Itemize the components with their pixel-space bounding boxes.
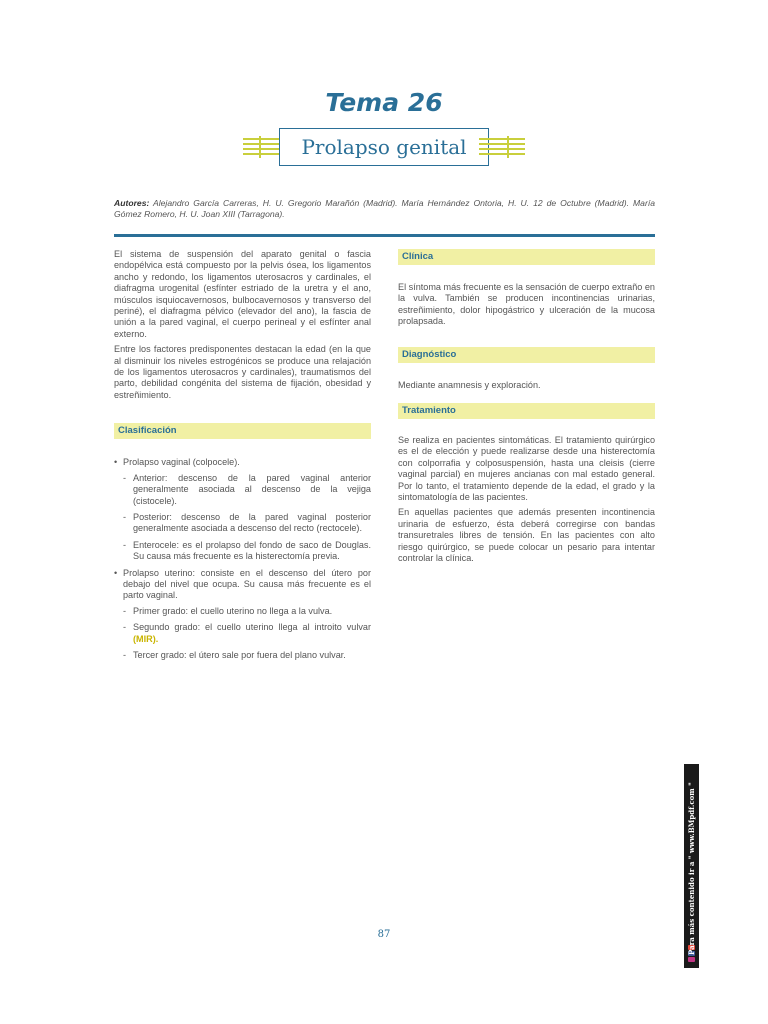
list-subitem: - Primer grado: el cuello uterino no llega a la vulva. [114,606,371,617]
tratamiento-paragraph-2: En aquellas pacientes que además presenten incontinencia urinaria de esfuerzo, ésta deberá corregirse con bandas transuretrales libres de tensión. En las pacientes con alto riesgo quirúrgico, se puede colocar un pesario para intentar controlar la clínica. [398,507,655,564]
intro-paragraph-2: Entre los factores predisponentes destacan la edad (en la que al disminuir los niveles estrogénicos se produce una relajación de los ligamentos uterosacros y cardinales), traumatismos del parto, debilidad congénita del sistema de fijación, obesidad y estreñimiento. [114,344,371,400]
authors-text: Alejandro García Carreras, H. U. Gregorio Marañón (Madrid). María Hernández Ontoria, H. U. 12 de Octubre (Madrid). María Gómez Romero, H. U. Joan XIII (Tarragona). [114,198,655,219]
tratamiento-paragraph-1: Se realiza en pacientes sintomáticas. El tratamiento quirúrgico es el de elección y puede realizarse desde una histerectomía con colporrafia y colposuspensión, hasta una cleisis (cierre vaginal parcial) en mujeres ancianas con mal estado general. Por lo tanto, el tratamiento depende de la edad, el grado y la sintomatología de las pacientes. [398,435,655,503]
list-item: • Prolapso vaginal (colpocele). [114,457,371,468]
mir-tag: (MIR). [133,633,159,644]
section-heading-tratamiento: Tratamiento [398,403,655,419]
chapter-number: Tema 26 [325,88,443,117]
chapter-title: Prolapso genital [279,128,489,166]
list-subitem [114,622,371,645]
section-divider [114,234,655,237]
list-subitem-text: Segundo grado: el cuello uterino llega al introito vulvar [133,622,371,633]
right-column [398,249,655,569]
list-subitem: - Anterior: descenso de la pared vaginal anterior generalmente asociada al descenso de la vejiga (cistocele). [114,473,371,507]
authors-line [114,198,655,220]
list-subitem: - Enterocele: es el prolapso del fondo de saco de Douglas. Su causa más frecuente es la histerectomía previa. [114,540,371,563]
decorative-lines-right [479,136,525,158]
clinica-paragraph: El síntoma más frecuente es la sensación de cuerpo extraño en la vulva. También se producen incontinencias urinarias, estreñimiento, dolor hipogástrico y ulceración de la mucosa prolapsada. [398,282,655,327]
list-subitem: - Tercer grado: el útero sale por fuera del plano vulvar. [114,650,371,661]
section-heading-clinica: Clínica [398,249,655,265]
page-number: 87 [377,929,391,940]
side-banner-text[interactable]: Para más contenido ir a " www.BMpdf.com " [687,782,696,955]
list-subitem: - Posterior: descenso de la pared vaginal posterior generalmente asociada a descenso del recto (rectocele). [114,512,371,535]
intro-paragraph-1: El sistema de suspensión del aparato genital o fascia endopélvica está compuesto por la pelvis ósea, los ligamentos ancho y redondo, los ligamentos uterosacros y cardinales, el diafragma urogenital (esfínter estriado de la uretra y el ano, músculos isquiocavernosos, bulbocavernosos y transverso del periné), el diafragma pélvico (elevador del ano), la fascia de unión a la pared vaginal, el cuerpo perineal y el esfínter anal externo. [114,249,371,339]
authors-label: Autores: [114,198,150,208]
left-column [114,249,371,666]
section-heading-diagnostico: Diagnóstico [398,347,655,363]
list-item: • Prolapso uterino: consiste en el descenso del útero por debajo del nivel que ocupa. Su causa más frecuente es el parto vaginal. [114,568,371,602]
diagnostico-paragraph: Mediante anamnesis y exploración. [398,379,541,390]
chapter-title-banner [243,128,525,166]
section-heading-clasificacion: Clasificación [114,423,371,439]
